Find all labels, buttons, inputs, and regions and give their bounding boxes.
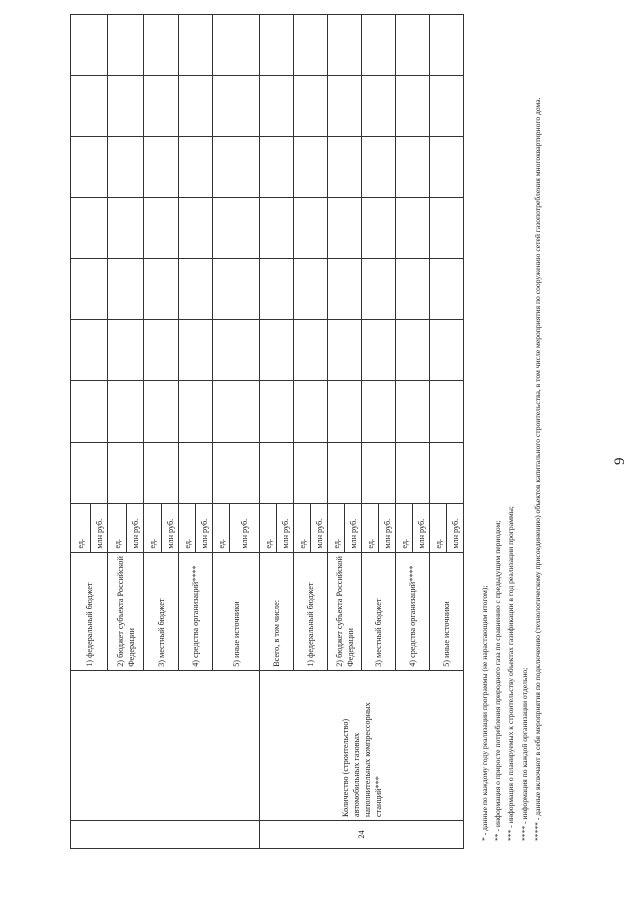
unit-money: млн руб. bbox=[196, 503, 213, 552]
unit-count: ед. bbox=[71, 503, 91, 552]
source-organizations: 4) средства организаций**** bbox=[396, 552, 430, 670]
footnote-5: ***** - данные включают в себя мероприятия по подключению (технологическому присоединению) объектов капитального строительства, в том числе мероприятия по сооружению сетей газопотребления многоквартирного дома. bbox=[532, 97, 542, 841]
source-regional-budget: 2) бюджет субъекта Российской Федерации bbox=[328, 552, 362, 670]
page-number: 9 bbox=[612, 457, 628, 465]
row-number-cell-empty bbox=[71, 820, 260, 848]
unit-count: ед. bbox=[294, 503, 311, 552]
source-federal-budget: 1) федеральный бюджет bbox=[71, 552, 108, 670]
unit-money: млн руб. bbox=[162, 503, 179, 552]
unit-count: ед. bbox=[213, 503, 230, 552]
source-total: Всего, в том числе: bbox=[260, 552, 294, 670]
unit-money: млн руб. bbox=[379, 503, 396, 552]
unit-money: млн руб. bbox=[230, 503, 260, 552]
indicator-cell-empty bbox=[71, 670, 260, 820]
source-local-budget: 3) местный бюджет bbox=[144, 552, 179, 670]
table-row bbox=[260, 15, 277, 849]
source-local-budget: 3) местный бюджет bbox=[362, 552, 396, 670]
source-other: 5) иные источники bbox=[213, 552, 260, 670]
unit-count: ед. bbox=[260, 503, 277, 552]
source-organizations: 4) средства организаций**** bbox=[179, 552, 213, 670]
unit-count: ед. bbox=[362, 503, 379, 552]
unit-money: млн руб. bbox=[345, 503, 362, 552]
unit-money: млн руб. bbox=[91, 503, 108, 552]
indicator-agnks-count: Количество (строительство) автомобильных газовых наполнительных компрессорных станций*** bbox=[260, 670, 464, 820]
unit-count: ед. bbox=[430, 503, 447, 552]
unit-count: ед. bbox=[144, 503, 162, 552]
footnote-3: *** - информация о планируемых к строительству объектах газификации в год реализации программы; bbox=[506, 506, 516, 841]
unit-money: млн руб. bbox=[277, 503, 294, 552]
unit-count: ед. bbox=[328, 503, 345, 552]
footnote-1: * - данные по каждому году реализации программы (не нарастающим итогом); bbox=[480, 585, 489, 841]
unit-money: млн руб. bbox=[127, 503, 144, 552]
unit-money: млн руб. bbox=[311, 503, 328, 552]
source-other: 5) иные источники bbox=[430, 552, 464, 670]
gasification-program-table bbox=[70, 14, 464, 849]
footnote-4: **** - информация по каждой организации отдельно; bbox=[519, 667, 529, 841]
unit-count: ед. bbox=[396, 503, 413, 552]
unit-money: млн руб. bbox=[447, 503, 464, 552]
unit-count: ед. bbox=[179, 503, 196, 552]
source-regional-budget: 2) бюджет субъекта Российской Федерации bbox=[108, 552, 144, 670]
source-federal-budget: 1) федеральный бюджет bbox=[294, 552, 328, 670]
table-row bbox=[71, 15, 91, 849]
unit-money: млн руб. bbox=[413, 503, 430, 552]
unit-count: ед. bbox=[108, 503, 127, 552]
row-number-24: 24 bbox=[260, 820, 464, 848]
footnote-2: ** - информация о приросте потребления природного газа по сравнению с предыдущим периодом; bbox=[493, 520, 503, 841]
footnotes bbox=[478, 11, 544, 841]
